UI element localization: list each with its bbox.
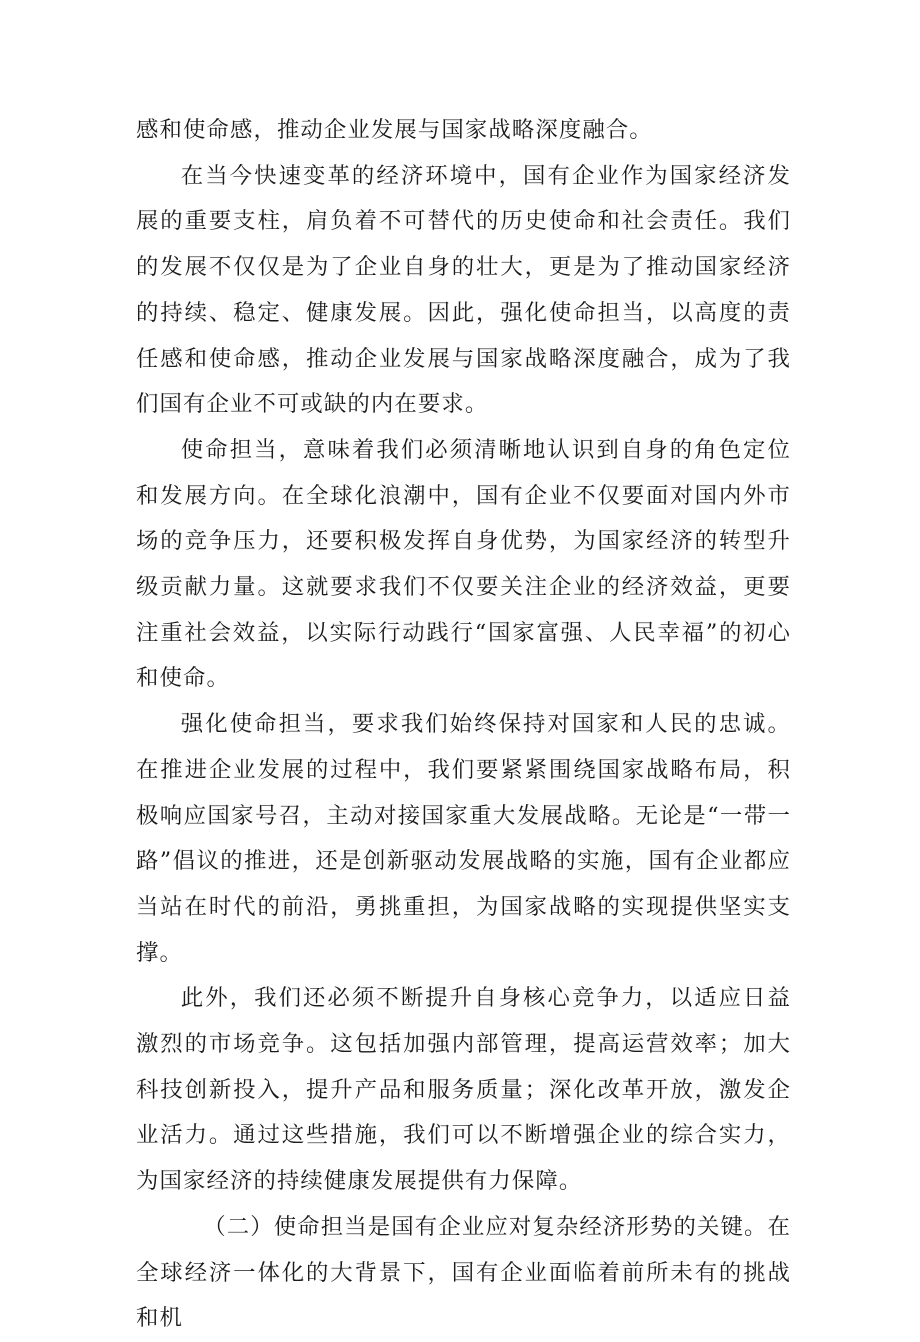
- section-heading-two: （二）使命担当是国有企业应对复杂经济形势的关键。在全球经济一体化的大背景下，国有企业面临着前所未有的挑战和机: [136, 1213, 791, 1332]
- paragraph-loyalty: 强化使命担当，要求我们始终保持对国家和人民的忠诚。在推进企业发展的过程中，我们要紧紧围绕国家战略布局，积极响应国家号召，主动对接国家重大发展战略。无论是“一带一路”倡议的推进，还是创新驱动发展战略的实施，国有企业都应当站在时代的前沿，勇挑重担，为国家战略的实现提供坚实支撑。: [136, 711, 791, 966]
- paragraph-continuation: 感和使命感，推动企业发展与国家战略深度融合。: [136, 117, 653, 143]
- paragraph-role-positioning: 使命担当，意味着我们必须清晰地认识到自身的角色定位和发展方向。在全球化浪潮中，国有企业不仅要面对国内外市场的竞争压力，还要积极发挥自身优势，为国家经济的转型升级贡献力量。这就要求我们不仅要关注企业的经济效益，更要注重社会效益，以实际行动践行“国家富强、人民幸福”的初心和使命。: [136, 436, 791, 692]
- paragraph-economic-environment: 在当今快速变革的经济环境中，国有企业作为国家经济发展的重要支柱，肩负着不可替代的历史使命和社会责任。我们的发展不仅仅是为了企业自身的壮大，更是为了推动国家经济的持续、稳定、健康发展。因此，强化使命担当，以高度的责任感和使命感，推动企业发展与国家战略深度融合，成为了我们国有企业不可或缺的内在要求。: [136, 162, 791, 418]
- paragraph-competitiveness: 此外，我们还必须不断提升自身核心竞争力，以适应日益激烈的市场竞争。这包括加强内部管理，提高运营效率；加大科技创新投入，提升产品和服务质量；深化改革开放，激发企业活力。通过这些措施，我们可以不断增强企业的综合实力，为国家经济的持续健康发展提供有力保障。: [136, 985, 791, 1195]
- document-body: [136, 108, 791, 1342]
